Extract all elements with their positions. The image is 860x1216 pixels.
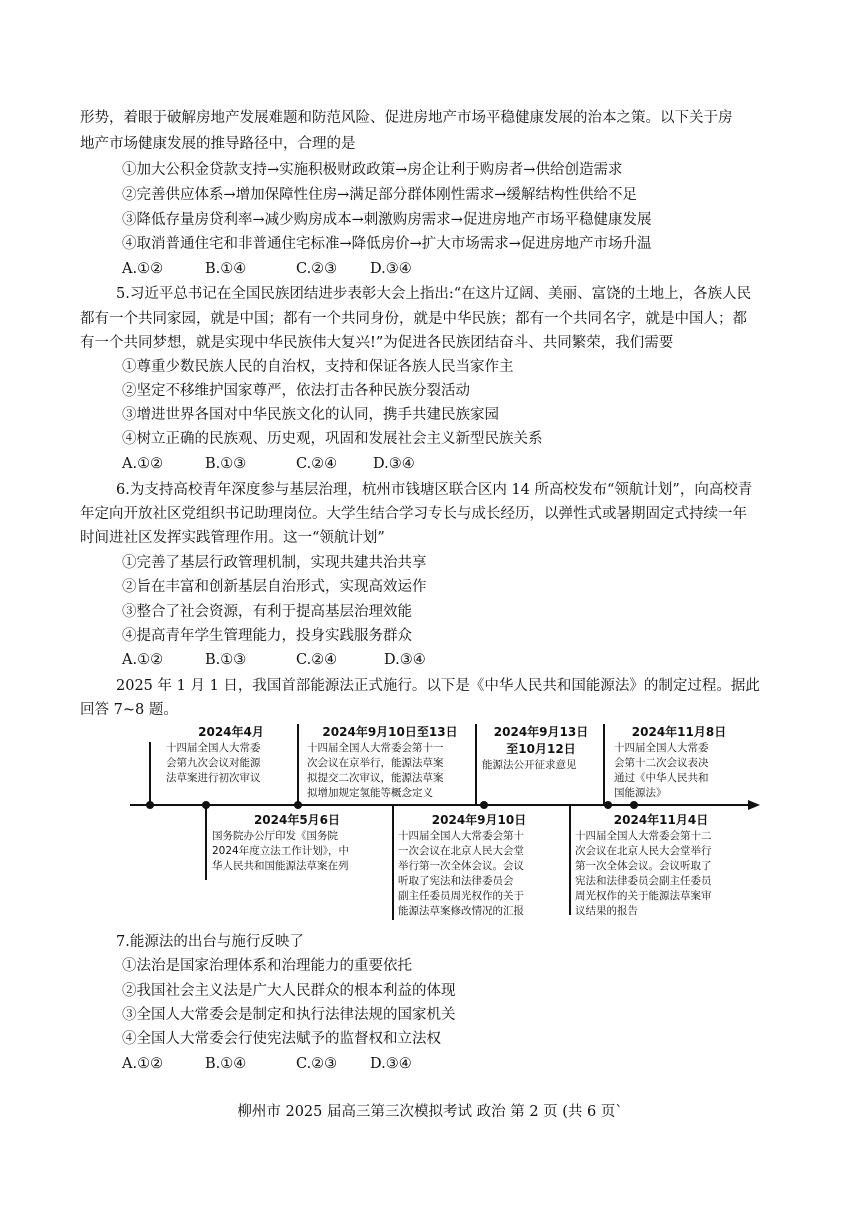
q6-option-4: ④提高青年学生管理能力，投身实践服务群众 [122, 628, 412, 644]
q7-option-4: ④全国人大常委会行使宪法赋予的监督权和立法权 [122, 1031, 441, 1047]
q5-option-1: ①尊重少数民族人民的自治权，支持和保证各族人民当家作主 [122, 359, 514, 375]
q5-choice-c: C.②④ [296, 456, 338, 472]
q4-option-4: ④取消普通住宅和非普通住宅标准→降低房价→扩大市场需求→促进房地产市场升温 [122, 236, 652, 252]
event-text-line: 十四届全国人大常委 [614, 742, 709, 754]
event-text-line: 周光权作的关于能源法草案审 [575, 890, 712, 902]
event-text-line: 国能源法》 [614, 787, 667, 799]
q7-choice-b: B.①④ [205, 1056, 247, 1072]
q7-option-2: ②我国社会主义法是广大人民群众的根本利益的体现 [122, 983, 456, 999]
q6-choice-d: D.③④ [384, 652, 426, 668]
q5-choice-b: B.①③ [205, 456, 247, 472]
q5-stem-line3: 有一个共同梦想，就是实现中华民族伟大复兴!”为促进各民族团结奋斗、共同繁荣，我们需要 [80, 335, 674, 351]
event-text-line: 一次会议在北京人民大会堂 [398, 845, 524, 857]
tick-sep10 [392, 805, 394, 920]
q6-option-2: ②旨在丰富和创新基层自治形式，实现高效运作 [122, 579, 427, 595]
event-text-line: 十四届全国人大常委 [166, 742, 261, 754]
event-text-line: 次会议在京举行，能源法草案 [307, 757, 444, 769]
event-text-line: 第一次全体会议。会议听取了 [575, 860, 712, 872]
q7-choices [122, 1054, 412, 1074]
q7-stem: 7.能源法的出台与施行反映了 [116, 934, 304, 950]
q7-option-3: ③全国人大常委会是制定和执行法律法规的国家机关 [122, 1007, 456, 1023]
event-text-line: 十四届全国人大常委会第十二 [575, 830, 712, 842]
q6-option-3: ③整合了社会资源，有利于提高基层治理效能 [122, 604, 412, 620]
q4-stem-line2: 地产市场健康发展的推导路径中，合理的是 [80, 136, 356, 152]
event-date-end: 至10月12日 [506, 742, 576, 756]
q5-option-3: ③增进世界各国对中华民族文化的认同，携手共建民族家园 [122, 407, 499, 423]
q5-option-2: ②坚定不移维护国家尊严，依法打击各种民族分裂活动 [122, 383, 470, 399]
event-date: 2024年5月6日 [253, 813, 341, 827]
event-date: 2024年11月8日 [631, 725, 727, 739]
q4-option-3: ③降低存量房贷利率→减少购房成本→刺激购房需求→促进房地产市场平稳健康发展 [122, 212, 652, 228]
timeline-dot-nov8 [630, 801, 638, 809]
q7-choice-d: D.③④ [370, 1056, 412, 1072]
q5-stem-line2: 都有一个共同家园，就是中国；都有一个共同身份，就是中华民族；都有一个共同名字，就是中国人；都 [80, 311, 747, 327]
event-date: 2024年9月10日至13日 [322, 725, 458, 739]
event-text-line: 拟提交二次审议，能源法草案 [307, 772, 444, 784]
event-text-line: 副主任委员周光权作的关于 [398, 890, 524, 902]
q4-option-1: ①加大公积金贷款支持→实施积极财政政策→房企让利于购房者→供给创造需求 [122, 162, 623, 178]
event-date: 2024年11月4日 [613, 813, 709, 827]
timeline-dot-sep10 [480, 801, 488, 809]
tick-sep10-13 [297, 724, 299, 805]
tick-nov4 [569, 805, 571, 915]
event-date: 2024年9月10日 [431, 813, 527, 827]
q7-option-1: ①法治是国家治理体系和治理能力的重要依托 [122, 958, 412, 974]
event-2024-nov8 [614, 724, 744, 801]
q4-choice-a: A.①② [122, 261, 164, 277]
q6-choices [122, 650, 426, 670]
event-text-line: 十四届全国人大常委会第十 [398, 830, 524, 842]
q6-stem-line2: 年定向开放社区党组织书记助理岗位。大学生结合学习专长与成长经历，以弹性式或暑期固定式持续一年 [80, 506, 747, 522]
q6-option-1: ①完善了基层行政管理机制，实现共建共治共享 [122, 555, 427, 571]
event-text-line: 拟增加规定氢能等概念定义 [307, 787, 433, 799]
event-text-line: 2024年度立法工作计划》，中 [212, 845, 349, 857]
event-date: 2024年9月13日 [493, 725, 589, 739]
q5-choices [122, 454, 415, 474]
timeline-arrowhead [748, 800, 760, 810]
q4-option-2: ②完善供应体系→增加保障性住房→满足部分群体刚性需求→缓解结构性供给不足 [122, 187, 637, 203]
event-text-line: 国务院办公厅印发《国务院 [212, 830, 338, 842]
event-text-line: 能源法草案修改情况的汇报 [398, 905, 524, 917]
q6-choice-a: A.①② [122, 652, 164, 668]
q4-choices [122, 259, 412, 279]
event-text-line: 宪法和法律委员会副主任委员 [575, 875, 712, 887]
event-2024-nov4 [575, 812, 747, 919]
event-text-line: 通过《中华人民共和 [614, 772, 709, 784]
q7-choice-c: C.②③ [296, 1056, 338, 1072]
event-text-line: 听取了宪法和法律委员会 [398, 875, 514, 887]
event-text-line: 次会议在北京人民大会堂举行 [575, 845, 712, 857]
q6-stem-line3: 时间进社区发挥实践管理作用。这一“领航计划” [80, 530, 385, 546]
event-text-line: 举行第一次全体会议。会议 [398, 860, 524, 872]
event-text-line: 会第十二次会议表决 [614, 757, 709, 769]
q5-choice-d: D.③④ [373, 456, 415, 472]
q6-choice-c: C.②④ [296, 652, 338, 668]
material-line2: 回答 7~8 题。 [80, 702, 178, 718]
event-text-line: 十四届全国人大常委会第十一 [307, 742, 444, 754]
page-footer: 柳州市 2025 届高三第三次模拟考试 政治 第 2 页 (共 6 页` [237, 1104, 623, 1120]
material-line1: 2025 年 1 月 1 日，我国首部能源法正式施行。以下是《中华人民共和国能源法》的制定过程。据此 [116, 678, 760, 694]
event-2024-may6 [212, 812, 382, 874]
q6-choice-b: B.①③ [205, 652, 247, 668]
q6-stem-line1: 6.为支持高校青年深度参与基层治理，杭州市钱塘区联合区内 14 所高校发布“领航计划”，向高校青 [116, 482, 753, 498]
event-text-line: 华人民共和国能源法草案在列 [212, 860, 349, 872]
tick-may6 [205, 805, 207, 880]
q4-choice-d: D.③④ [370, 261, 412, 277]
tick-sep13 [475, 724, 477, 805]
tick-apr [149, 742, 151, 805]
event-date: 2024年4月 [198, 725, 264, 739]
timeline-dot-nov4 [604, 801, 612, 809]
q4-stem-line1: 形势，着眼于破解房地产发展难题和防范风险、促进房地产市场平稳健康发展的治本之策。以下关于房 [80, 110, 733, 126]
event-text-line: 法草案进行初次审议 [166, 772, 261, 784]
event-2024-apr [166, 724, 296, 786]
event-2024-sep13-oct12 [482, 724, 600, 773]
q4-choice-c: C.②③ [296, 261, 338, 277]
event-text-line: 议结果的报告 [575, 905, 638, 917]
event-text-line: 会第九次会议对能源 [166, 757, 261, 769]
q4-choice-b: B.①④ [205, 261, 247, 277]
q5-choice-a: A.①② [122, 456, 164, 472]
q5-option-4: ④树立正确的民族观、历史观，巩固和发展社会主义新型民族关系 [122, 431, 543, 447]
tick-nov8 [603, 724, 605, 805]
event-2024-sep10 [398, 812, 560, 919]
event-text-line: 能源法公开征求意见 [482, 759, 577, 771]
q7-choice-a: A.①② [122, 1056, 164, 1072]
q5-stem-line1: 5.习近平总书记在全国民族团结进步表彰大会上指出:“在这片辽阔、美丽、富饶的土地上，各族人民 [116, 286, 752, 302]
event-2024-sep10-13 [307, 724, 473, 801]
